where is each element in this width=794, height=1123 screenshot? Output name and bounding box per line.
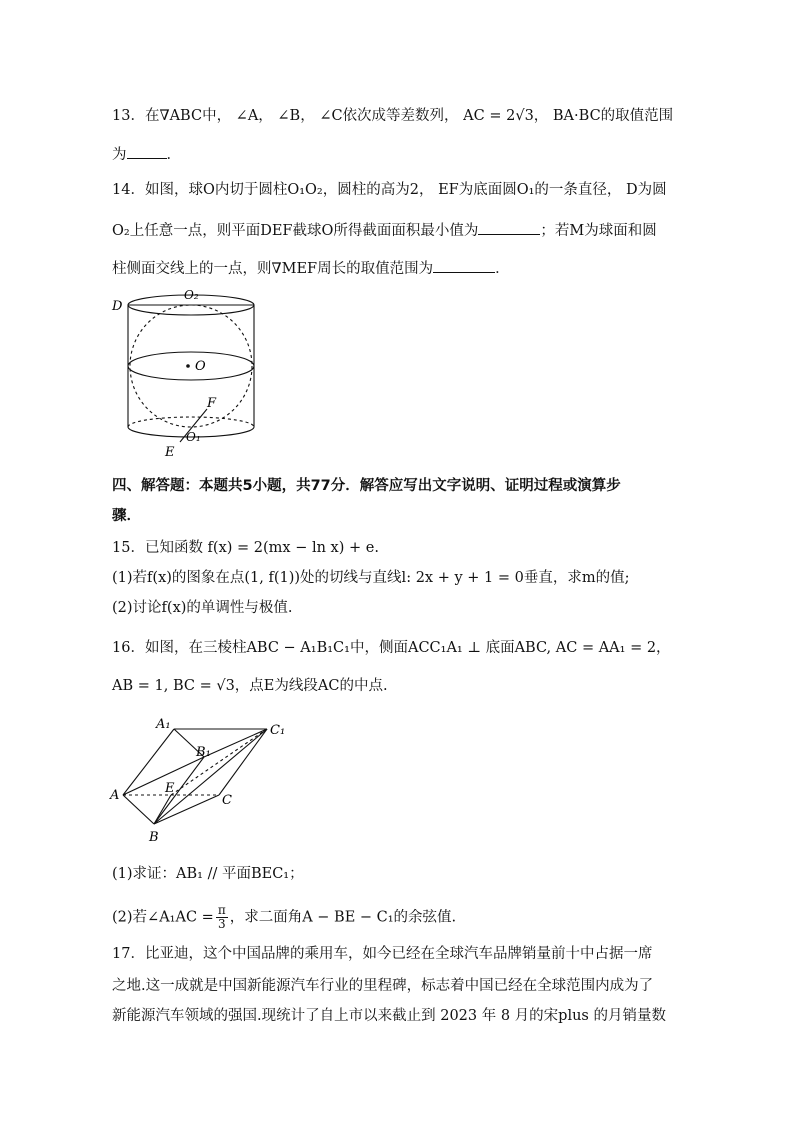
problem-13-line-1: 13．在∇ABC中， ∠A， ∠B， ∠C依次成等差数列， AC = 2√3， BA·BC的取值范围 xyxy=(112,108,674,124)
label-e: E xyxy=(165,445,175,460)
answer-blank-13 xyxy=(127,144,167,159)
answer-blank-14a xyxy=(478,220,540,235)
section-4-heading: 四、解答题：本题共5小题，共77分．解答应写出文字说明、证明过程或演算步 xyxy=(112,478,621,494)
problem-15-part-1: (1)若f(x)的图象在点(1, f(1))处的切线与直线l: 2x + y + 1 = 0垂直，求m的值; xyxy=(112,570,630,586)
problem-14-period: ． xyxy=(495,261,510,277)
figure-triangular-prism xyxy=(108,712,298,852)
problem-14-line-3 xyxy=(112,258,510,279)
problem-13-line-2 xyxy=(112,144,181,165)
label-b1: B₁ xyxy=(196,745,211,760)
problem-17-line-3: 新能源汽车领域的强国.现统计了自上市以来截止到 2023 年 8 月的宋plus 的月销量数 xyxy=(112,1008,666,1024)
problem-15-line-1: 15．已知函数 f(x) = 2(mx − ln x) + e. xyxy=(112,540,379,556)
problem-15-part-2: (2)讨论f(x)的单调性与极值. xyxy=(112,600,293,616)
sphere-outline xyxy=(130,305,252,427)
label-o1: O₁ xyxy=(186,430,201,444)
label-c: C xyxy=(222,793,232,808)
problem-16-part-2-text-a: (2)若∠A₁AC = xyxy=(112,909,214,926)
figure-sphere-cylinder xyxy=(106,284,276,462)
problem-13-text: 为 xyxy=(112,147,127,163)
problem-17-line-1: 17．比亚迪，这个中国品牌的乘用车，如今已经在全球汽车品牌销量前十中占据一席 xyxy=(112,946,653,962)
label-a1: A₁ xyxy=(156,717,171,732)
equator-front xyxy=(128,366,254,380)
problem-16-part-2 xyxy=(112,904,456,931)
fraction-denominator: 3 xyxy=(217,917,226,931)
problem-16-part-2-text-b: ，求二面角A − BE − C₁的余弦值. xyxy=(229,909,457,926)
fraction-pi-3 xyxy=(216,904,228,931)
center-o-dot xyxy=(186,364,190,368)
label-e2: E xyxy=(165,781,175,796)
label-c1: C₁ xyxy=(270,723,286,738)
problem-17-line-2: 之地.这一成就是中国新能源汽车行业的里程碑，标志着中国已经在全球范围内成为了 xyxy=(112,978,654,994)
section-4-heading-cont: 骤． xyxy=(112,508,141,524)
answer-blank-14b xyxy=(433,258,495,273)
equator-back xyxy=(128,352,254,366)
problem-14-line-2 xyxy=(112,220,657,241)
problem-14-text-a: O₂上任意一点，则平面DEF截球O所得截面面积最小值为 xyxy=(112,223,479,239)
label-d: D xyxy=(112,299,123,314)
problem-13-period: ． xyxy=(166,147,181,163)
problem-16-part-1: (1)求证：AB₁ // 平面BEC₁； xyxy=(112,866,304,882)
problem-16-line-2: AB = 1, BC = √3，点E为线段AC的中点. xyxy=(112,678,388,694)
problem-14-line-1: 14．如图，球O内切于圆柱O₁O₂，圆柱的高为2， EF为底面圆O₁的一条直径， D为圆 xyxy=(112,182,667,198)
label-f: F xyxy=(207,396,217,411)
bottom-ellipse-back xyxy=(128,417,254,427)
label-o: O xyxy=(195,359,206,374)
problem-16-line-1: 16．如图，在三棱柱ABC − A₁B₁C₁中，侧面ACC₁A₁ ⊥ 底面ABC, AC = AA₁ = 2， xyxy=(112,640,671,656)
label-o2: O₂ xyxy=(184,288,199,302)
label-b: B xyxy=(149,830,159,845)
fraction-numerator: π xyxy=(217,903,226,917)
label-a: A xyxy=(110,788,120,803)
problem-14-text-c: 柱侧面交线上的一点，则∇MEF周长的取值范围为 xyxy=(112,261,434,277)
problem-14-text-b: ；若M为球面和圆 xyxy=(540,223,657,239)
